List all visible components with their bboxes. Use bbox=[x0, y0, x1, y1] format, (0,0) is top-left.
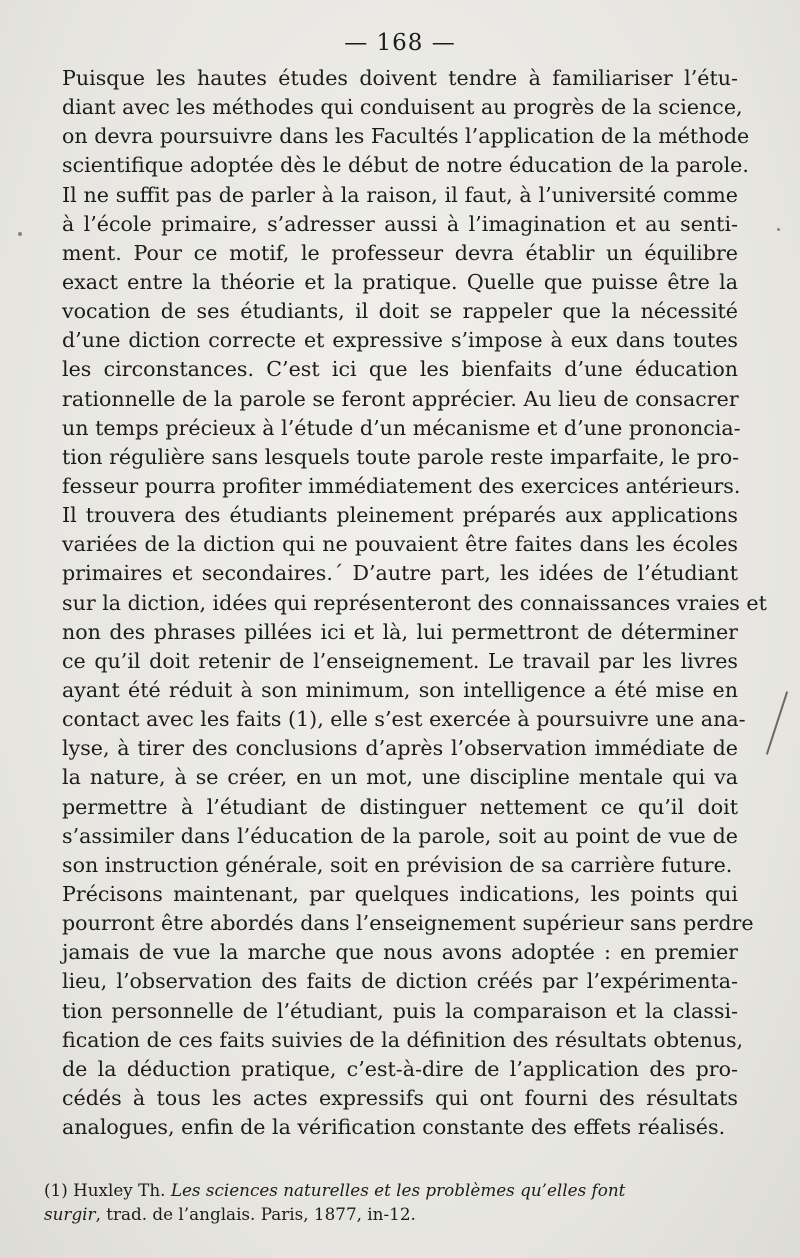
margin-pencil-mark bbox=[766, 691, 788, 754]
text-line: diant avec les méthodes qui conduisent au progrès de la science, bbox=[62, 95, 743, 120]
text-line: Il ne suffit pas de parler à la raison, il faut, à l’université comme bbox=[62, 182, 738, 207]
footnote-title-part-1: Les sciences naturelles et les problèmes qu’elles font bbox=[170, 1180, 626, 1200]
text-line: permettre à l’étudiant de distinguer nettement ce qu’il doit bbox=[62, 794, 738, 819]
text-line: exact entre la théorie et la pratique. Quelle que puisse être la bbox=[62, 269, 738, 294]
text-line: on devra poursuivre dans les Facultés l’application de la méthode bbox=[62, 124, 750, 149]
text-line: non des phrases pillées ici et là, lui permettront de déterminer bbox=[62, 619, 738, 644]
text-line: cédés à tous les actes expressifs qui ont fourni des résultats bbox=[62, 1085, 738, 1110]
paper-speck bbox=[777, 228, 780, 231]
footnote-title-part-2: surgir bbox=[44, 1204, 96, 1224]
text-line: jamais de vue la marche que nous avons adoptée : en premier bbox=[62, 940, 738, 965]
text-line: de la déduction pratique, c’est-à-dire de l’application des pro- bbox=[62, 1056, 738, 1081]
text-line: tion personnelle de l’étudiant, puis la comparaison et la classi- bbox=[62, 998, 738, 1023]
text-line: fesseur pourra profiter immédiatement des exercices antérieurs. bbox=[62, 473, 741, 498]
text-line: rationnelle de la parole se feront apprécier. Au lieu de consacrer bbox=[62, 386, 739, 411]
body-text bbox=[40, 64, 767, 1142]
text-line: primaires et secondaires.´ D’autre part, les idées de l’étudiant bbox=[62, 561, 738, 586]
text-line: les circonstances. C’est ici que les bienfaits d’une éducation bbox=[62, 357, 738, 382]
text-line: un temps précieux à l’étude d’un mécanisme et d’une prononcia- bbox=[62, 415, 741, 440]
page-number: — 168 — bbox=[344, 30, 456, 56]
text-line: lyse, à tirer des conclusions d’après l’observation immédiate de bbox=[62, 736, 738, 761]
text-line: fication de ces faits suivies de la définition des résultats obtenus, bbox=[62, 1027, 744, 1052]
text-line: sur la diction, idées qui représenteront des connaissances vraies et bbox=[62, 590, 767, 615]
footnote-publication: , trad. de l’anglais. Paris, 1877, in-12. bbox=[95, 1204, 416, 1224]
text-line: à l’école primaire, s’adresser aussi à l’imagination et au senti- bbox=[62, 211, 738, 236]
footnote bbox=[44, 1178, 734, 1226]
text-line: s’assimiler dans l’éducation de la parole, soit au point de vue de bbox=[62, 823, 738, 848]
footnote-line-1 bbox=[44, 1178, 734, 1202]
text-line: contact avec les faits (1), elle s’est exercée à poursuivre une ana- bbox=[62, 707, 746, 732]
text-line: vocation de ses étudiants, il doit se rappeler que la nécessité bbox=[62, 299, 738, 324]
text-line: son instruction générale, soit en prévision de sa carrière future. bbox=[62, 852, 733, 877]
text-line: analogues, enfin de la vérification constante des effets réalisés. bbox=[62, 1115, 726, 1140]
paragraph-1 bbox=[40, 64, 767, 880]
paper-speck bbox=[18, 232, 22, 236]
paragraph-2 bbox=[40, 880, 754, 1142]
text-line: variées de la diction qui ne pouvaient être faites dans les écoles bbox=[62, 532, 738, 557]
text-line: ce qu’il doit retenir de l’enseignement. Le travail par les livres bbox=[62, 648, 738, 673]
text-line: lieu, l’observation des faits de diction créés par l’expérimenta- bbox=[62, 969, 738, 994]
text-line: d’une diction correcte et expressive s’impose à eux dans toutes bbox=[62, 328, 738, 353]
text-line: scientifique adoptée dès le début de notre éducation de la parole. bbox=[62, 153, 749, 178]
text-line: Il trouvera des étudiants pleinement préparés aux applications bbox=[62, 503, 738, 528]
text-line: tion régulière sans lesquels toute parole reste imparfaite, le pro- bbox=[62, 444, 740, 469]
footnote-line-2 bbox=[44, 1202, 734, 1226]
text-line: ment. Pour ce motif, le professeur devra établir un équilibre bbox=[62, 240, 738, 265]
text-line: Puisque les hautes études doivent tendre à familiariser l’étu- bbox=[62, 66, 738, 90]
text-line: ayant été réduit à son minimum, son intelligence a été mise en bbox=[62, 677, 738, 702]
text-line: Précisons maintenant, par quelques indications, les points qui bbox=[62, 881, 738, 906]
text-line: pourront être abordés dans l’enseignement supérieur sans perdre bbox=[62, 911, 754, 936]
text-line: la nature, à se créer, en un mot, une discipline mentale qui va bbox=[62, 765, 738, 790]
footnote-marker: (1) Huxley Th. bbox=[44, 1180, 166, 1200]
